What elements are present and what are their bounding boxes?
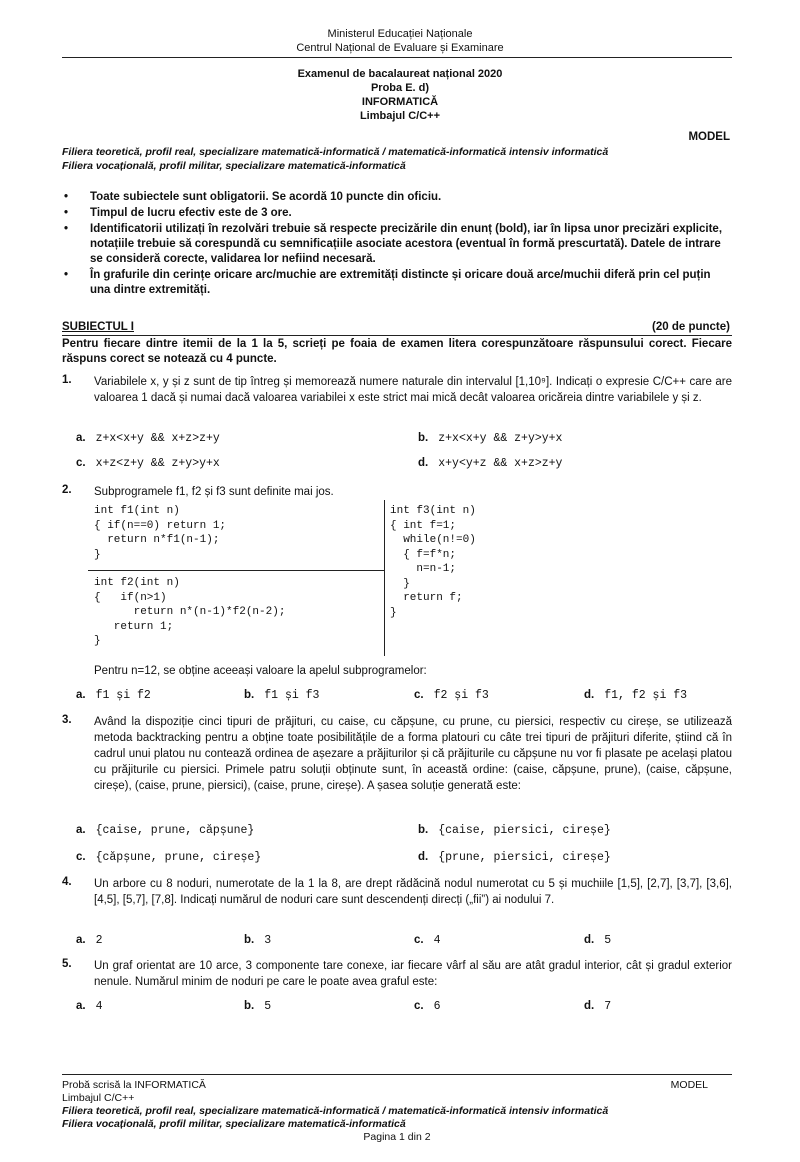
option-text: {caise, piersici, cireșe} [438, 824, 611, 837]
center-name: Centrul Național de Evaluare și Examinare [296, 42, 504, 54]
question-number: 1. [62, 374, 72, 386]
option-text: x+y<y+z && x+z>z+y [438, 457, 563, 470]
answer-option-c [414, 689, 489, 702]
option-text: x+z<z+y && z+y>y+x [95, 457, 220, 470]
option-letter: c. [414, 1000, 424, 1012]
answer-option-d [584, 934, 611, 947]
answer-option-c [76, 851, 261, 864]
model-label: MODEL [688, 131, 730, 143]
answer-option-b [244, 934, 271, 947]
option-text: f1, f2 și f3 [604, 689, 688, 702]
footer-title: Probă scrisă la INFORMATICĂ [62, 1079, 206, 1091]
footer-language: Limbajul C/C++ [62, 1092, 135, 1104]
option-text: 4 [433, 934, 441, 947]
instruction-item: • În grafurile din cerințe oricare arc/muchie are extremități distincte și oricare două arce/muchii diferă prin cel puțin una dintre extremități. [62, 268, 732, 298]
option-letter: b. [418, 432, 429, 444]
question-text: Subprogramele f1, f2 și f3 sunt definite mai jos. [94, 486, 334, 498]
option-text: f2 și f3 [433, 689, 489, 702]
code-divider-horizontal [88, 570, 384, 571]
answer-option-c [76, 457, 220, 470]
option-text: 5 [264, 1000, 272, 1013]
instruction-item: • Toate subiectele sunt obligatorii. Se acordă 10 puncte din oficiu. [62, 190, 732, 205]
question-text: Variabilele x, y și z sunt de tip întreg și memorează numere naturale din intervalul [1,10⁹]. Indicați o expresie C/C++ care are valoarea 1 dacă și numai dacă valoarea variabilei x este strict mai mică decât valoarea oricăreia dintre variabilele y și z. [94, 376, 732, 404]
option-letter: a. [76, 824, 86, 836]
option-text: f1 și f3 [264, 689, 320, 702]
answer-option-d [418, 457, 562, 470]
footer-filiera-2: Filiera vocațională, profil militar, specializare matematică-informatică [62, 1118, 406, 1130]
subject-title: INFORMATICĂ [361, 96, 439, 108]
answer-option-a [76, 824, 254, 837]
instructions-list [62, 190, 732, 299]
section-title: SUBIECTUL I [62, 321, 134, 333]
option-letter: d. [584, 934, 595, 946]
option-text: 2 [95, 934, 103, 947]
option-text: {prune, piersici, cireșe} [438, 851, 611, 864]
option-text: 3 [264, 934, 272, 947]
language-label: Limbajul C/C++ [359, 110, 441, 122]
question-number: 2. [62, 484, 72, 496]
question-number: 3. [62, 714, 72, 726]
option-letter: b. [244, 934, 255, 946]
option-letter: c. [414, 689, 424, 701]
answer-option-d [584, 1000, 611, 1013]
exam-title: Examenul de bacalaureat național 2020 [297, 68, 503, 80]
instruction-item: • Timpul de lucru efectiv este de 3 ore. [62, 206, 732, 221]
answer-option-a [76, 1000, 103, 1013]
answer-option-b [244, 689, 319, 702]
header-rule [62, 57, 732, 58]
option-letter: a. [76, 1000, 86, 1012]
option-letter: d. [418, 851, 429, 863]
question-text: Un graf orientat are 10 arce, 3 componente tare conexe, iar fiecare vârf al său are atât gradul interior, cât și gradul exterior nenule. Numărul minim de noduri pe care le poate avea graful este: [94, 960, 732, 988]
footer-rule [62, 1074, 732, 1075]
option-letter: c. [76, 851, 86, 863]
code-f3: int f3(int n) { int f=1; while(n!=0) { f=f*n; n=n-1; } return f; } [390, 505, 476, 619]
option-text: f1 și f2 [95, 689, 151, 702]
proba-label: Proba E. d) [370, 82, 430, 94]
question-followup: Pentru n=12, se obține aceeași valoare la apelul subprogramelor: [94, 665, 427, 677]
section-intro: Pentru fiecare dintre itemii de la 1 la 5, scrieți pe foaia de examen litera corespunzătoare răspunsului corect. Fiecare răspuns corect se notează cu 4 puncte. [62, 338, 732, 365]
option-letter: d. [418, 457, 429, 469]
option-text: 7 [604, 1000, 612, 1013]
filiera-line-2: Filiera vocațională, profil militar, specializare matematică-informatică [62, 160, 406, 172]
page-number: Pagina 1 din 2 [363, 1131, 431, 1143]
answer-option-d [418, 851, 611, 864]
code-f2: int f2(int n) { if(n>1) return n*(n-1)*f2(n-2); return 1; } [94, 577, 286, 647]
section-points: (20 de puncte) [652, 321, 730, 333]
question-text: Având la dispoziție cinci tipuri de prăjituri, cu caise, cu căpșune, cu prune, cu piersici, respectiv cu cireșe, se utilizează metoda backtracking pentru a obține toate posibilitățile de a forma platouri cu câte trei tipuri de prăjituri diferite, știind că în cadrul unui platou nu contează ordinea de așezare a prăjiturilor și că prăjiturile cu căpșune nu vor fi plasate pe același platou cu prăjiturile cu piersici. Primele patru soluții obținute sunt, în această ordine: (caise, căpșune, prune), (caise, căpșune, cireșe), (caise, prune, piersici), (caise, prune, cireșe). A șasea soluție generată este: [94, 716, 732, 792]
answer-option-c [414, 1000, 441, 1013]
code-f1: int f1(int n) { if(n==0) return 1; return n*f1(n-1); } [94, 505, 227, 561]
answer-option-b [418, 824, 611, 837]
option-letter: b. [244, 1000, 255, 1012]
question-text: Un arbore cu 8 noduri, numerotate de la 1 la 8, are drept rădăcină nodul numerotat cu 5 și muchiile [1,5], [2,7], [3,7], [3,6], [4,5], [5,7], [7,8]. Indicați numărul de noduri care sunt descendenți direcți („fii”) ai nodului 7. [94, 878, 732, 906]
option-text: 5 [604, 934, 612, 947]
option-text: 6 [433, 1000, 441, 1013]
option-text: z+x<x+y && x+z>z+y [95, 432, 220, 445]
option-text: z+x<x+y && z+y>y+x [438, 432, 563, 445]
footer-filiera-1: Filiera teoretică, profil real, specializare matematică-informatică / matematică-informatică intensiv informatică [62, 1105, 609, 1117]
option-letter: c. [76, 457, 86, 469]
option-letter: d. [584, 1000, 595, 1012]
option-text: {căpșune, prune, cireșe} [95, 851, 262, 864]
answer-option-b [418, 432, 562, 445]
option-letter: b. [418, 824, 429, 836]
option-text: {caise, prune, căpșune} [95, 824, 255, 837]
footer [62, 1079, 732, 1144]
footer-model-label: MODEL [670, 1079, 708, 1091]
option-letter: d. [584, 689, 595, 701]
code-divider-vertical [384, 500, 385, 656]
section-rule [62, 335, 732, 336]
option-letter: a. [76, 934, 86, 946]
answer-option-b [244, 1000, 271, 1013]
answer-option-a [76, 934, 103, 947]
answer-option-d [584, 689, 687, 702]
answer-option-c [414, 934, 441, 947]
answer-option-a [76, 432, 220, 445]
instruction-item: • Identificatorii utilizați în rezolvări trebuie să respecte precizările din enunț (bold), iar în lipsa unor precizări explicite, notațiile trebuie să corespundă cu semnificațiile asociate acestora (eventual în formă prescurtată). Datele de intrare se consideră corecte, validarea lor nefiind necesară. [62, 222, 732, 267]
answer-option-a [76, 689, 151, 702]
option-letter: a. [76, 432, 86, 444]
question-number: 4. [62, 876, 72, 888]
ministry-name: Ministerul Educației Naționale [327, 28, 473, 40]
filiera-line-1: Filiera teoretică, profil real, specializare matematică-informatică / matematică-informatică intensiv informatică [62, 146, 609, 158]
option-letter: b. [244, 689, 255, 701]
option-letter: a. [76, 689, 86, 701]
question-number: 5. [62, 958, 72, 970]
option-text: 4 [95, 1000, 103, 1013]
option-letter: c. [414, 934, 424, 946]
